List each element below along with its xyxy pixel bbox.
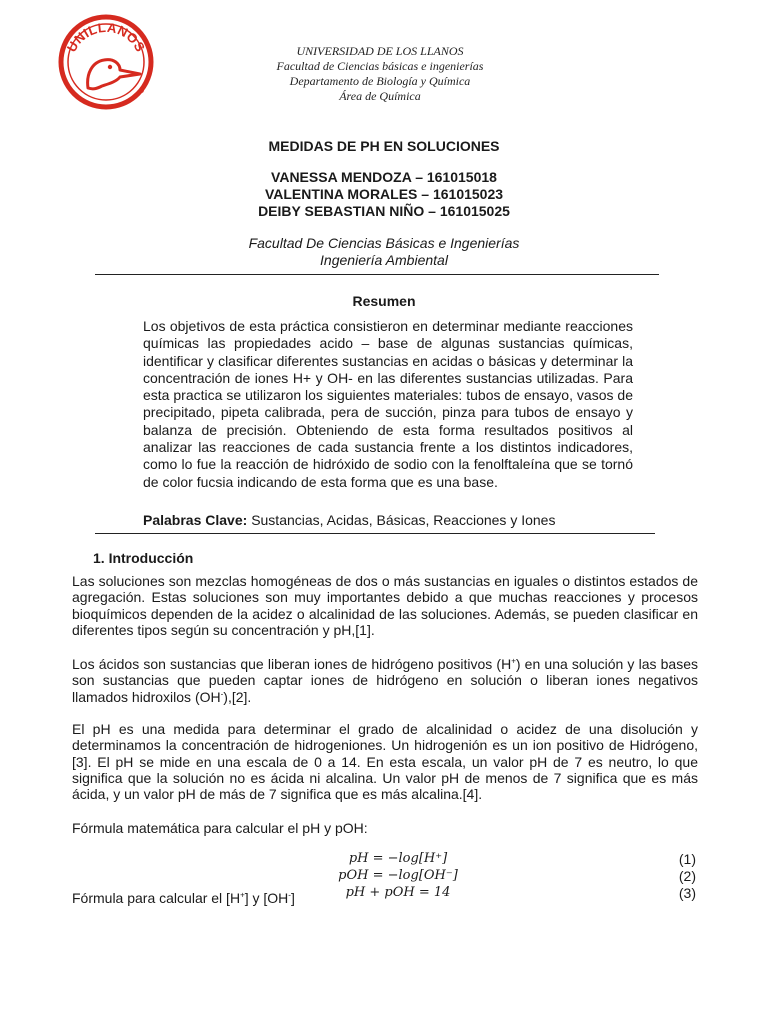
abstract-heading: Resumen (352, 293, 416, 309)
equation-row (0, 868, 768, 885)
program-line: Ingeniería Ambiental (320, 252, 448, 268)
intro-paragraph-3: El pH es una medida para determinar el grado de alcalinidad o acidez de una disolución y determinamos la concentración de hidrogeniones. Un hidrogenión es un ion positivo de Hidrógeno,[3]. El pH se mide en una escala de 0 a 14. En esta escala, un valor pH de 7 es neutro, lo que significa que la solución no es ácida ni alcalina. Un valor pH de menos de 7 significa que es más ácida, y un valor pH de más de 7 significa que es más alcalina.[4]. (72, 721, 698, 803)
intro-paragraph-4: Fórmula matemática para calcular el pH y pOH: (72, 820, 368, 836)
equation-row (0, 851, 768, 868)
authors-block (0, 169, 768, 220)
p5-sup-minus: - (288, 890, 291, 900)
faculty-line: Facultad De Ciencias Básicas e Ingenierías (248, 235, 520, 251)
intro-paragraph-2 (72, 656, 698, 705)
p2-text-b: ) en una solución y las bases son sustancias que pueden captar iones de hidrógeno en solución o liberan iones negativos llamados hidroxilos (OH (72, 656, 698, 705)
intro-paragraph-5 (72, 890, 698, 906)
intro-heading: 1. Introducción (93, 550, 194, 566)
p5-text-b: ] y [OH (244, 890, 289, 906)
equation-number: (1) (678, 851, 696, 867)
intro-paragraph-1: Las soluciones son mezclas homogéneas de dos o más sustancias en iguales o distintos estados de agregación. Estas soluciones son muy importantes debido a que muchas reacciones y procesos bioquímicos dependen de la acidez o alcalinidad de las soluciones. Además, se pueden clasificar en diferentes tipos según su concentración y pH,[1]. (72, 573, 698, 638)
institution-header (170, 44, 590, 104)
author-line: DEIBY SEBASTIAN NIÑO – 161015025 (258, 203, 510, 219)
p2-text-a: Los ácidos son sustancias que liberan iones de hidrógeno positivos (H (72, 656, 512, 672)
area-name: Área de Química (339, 89, 421, 103)
faculty-program (0, 235, 768, 269)
university-name: UNIVERSIDAD DE LOS LLANOS (296, 44, 464, 58)
department-name: Departamento de Biología y Química (289, 74, 471, 88)
keywords-label: Palabras Clave: (143, 512, 248, 528)
registered-mark: ® (139, 88, 145, 95)
divider-bottom (95, 533, 655, 534)
p2-text-c: ),[2]. (223, 688, 252, 705)
equation-number: (2) (678, 868, 696, 884)
author-line: VALENTINA MORALES – 161015023 (264, 186, 504, 202)
p5-text-c: ] (290, 890, 295, 906)
p5-sup-plus: + (240, 890, 245, 900)
equation-formula: pH + pOH = 14 (345, 885, 451, 900)
document-title: MEDIDAS DE PH EN SOLUCIONES (268, 138, 500, 154)
equation-number: (3) (678, 885, 696, 901)
logo-text: UNILLANOS (63, 19, 149, 55)
divider-top (95, 274, 659, 275)
keywords-text: Sustancias, Acidas, Básicas, Reacciones y Iones (251, 512, 556, 528)
p2-sup-plus: + (511, 656, 516, 666)
p5-text-a: Fórmula para calcular el [H (72, 890, 241, 906)
equation-formula: pH = −log[H⁺] (348, 851, 448, 866)
author-line: VANESSA MENDOZA – 161015018 (271, 169, 497, 185)
abstract-body: Los objetivos de esta práctica consistieron en determinar mediante reacciones químicas las propiedades acido – base de algunas sustancias químicas, identificar y clasificar diferentes sustancias en acidas o básicas y determinar la concentración de iones H+ y OH- en las diferentes sustancias utilizadas. Para esta practica se utilizaron los siguientes materiales: tubos de ensayo, vasos de precipitado, pipeta calibrada, pera de succión, pinza para tubos de ensayo y balanza de precisión. Obteniendo de esta forma resultados positivos al analizar las reacciones de cada sustancia frente a los distintos indicadores, como lo fue la reacción de hidróxido de sodio con la fenolftaleína que se tornó de color fucsia indicando de esta forma que es una base. (143, 318, 633, 490)
p2-sup-minus: - (220, 688, 224, 698)
faculty-name: Facultad de Ciencias básicas e ingenierías (276, 59, 484, 73)
equation-formula: pOH = −log[OH⁻] (338, 868, 458, 883)
keywords-line (143, 512, 555, 528)
university-logo (58, 14, 154, 110)
